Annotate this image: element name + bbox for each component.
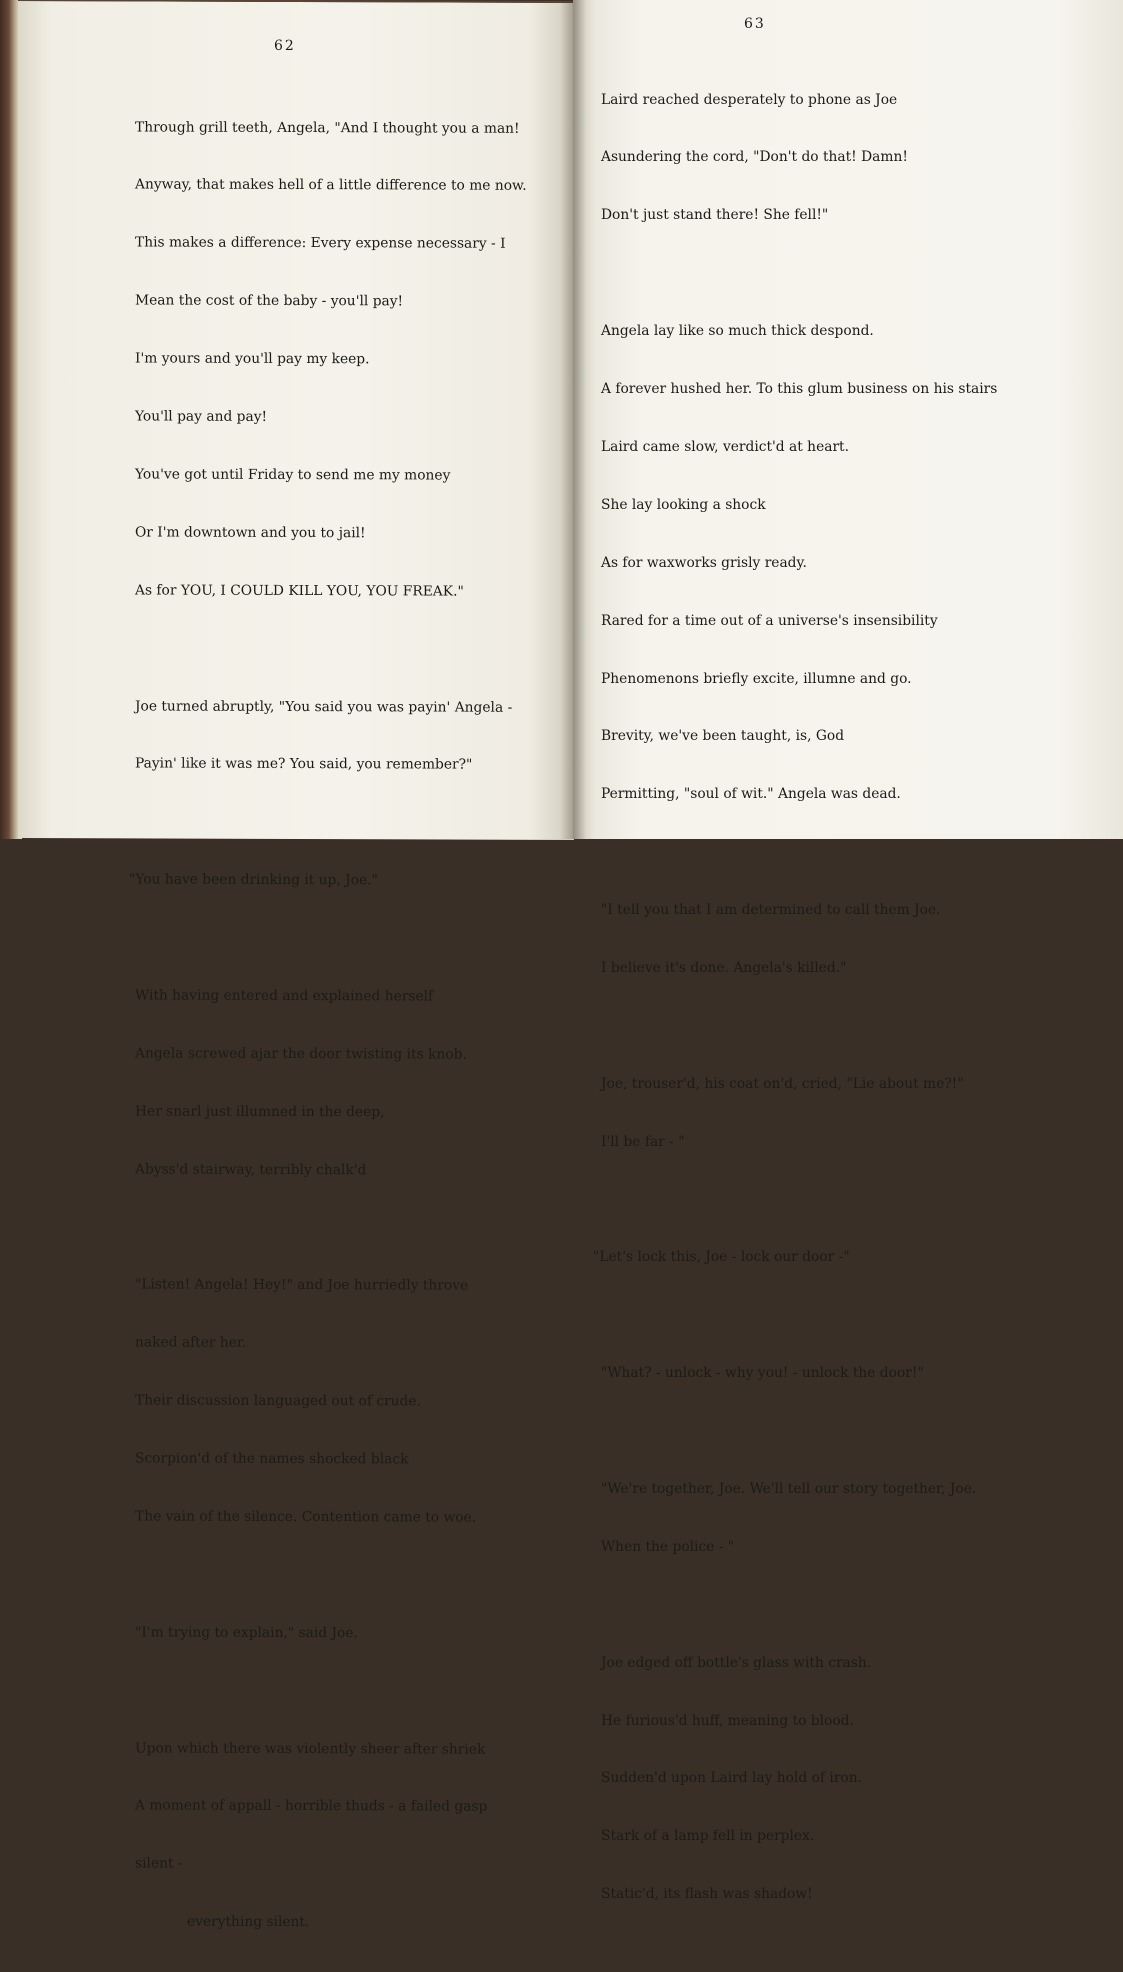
stanza-gap (135, 1218, 527, 1239)
text-line: Static'd, its flash was shadow! (601, 1886, 813, 1903)
left-page-text (129, 79, 527, 1971)
text-line: naked after her. (135, 1334, 247, 1352)
text-line: I believe it's done. Angela's killed." (601, 959, 847, 976)
text-line: Asundering the cord, "Don't do that! Damn! (601, 149, 908, 166)
stanza-gap (135, 639, 527, 660)
text-line: Rared for a time out of a universe's insensibility (601, 612, 938, 629)
text-line: "We're together, Joe. We'll tell our story together, Joe. (601, 1480, 977, 1497)
stanza-gap (135, 1565, 527, 1586)
right-page-number: 63 (744, 16, 766, 32)
text-line: Upon which there was violently sheer after shriek (135, 1739, 486, 1758)
text-line: She lay looking a shock (601, 496, 766, 513)
text-line: Sudden'd upon Laird lay hold of iron. (601, 1770, 862, 1787)
text-line: A forever hushed her. To this glum business on his stairs (601, 381, 998, 398)
text-line: Mean the cost of the baby - you'll pay! (135, 292, 404, 310)
text-line: I'll be far - " (601, 1133, 685, 1150)
text-line: Stark of a lamp fell in perplex. (601, 1828, 815, 1845)
text-line: Don't just stand there! She fell!" (601, 207, 829, 224)
right-page (573, 0, 1123, 1903)
text-line: silent - (135, 1855, 183, 1872)
stanza-gap (601, 1017, 997, 1036)
stanza-gap (135, 813, 527, 834)
text-line: Payin' like it was me? You said, you remember?" (135, 755, 473, 774)
text-line: A moment of appall - horrible thuds - a failed gasp (135, 1797, 488, 1816)
left-page-number: 62 (274, 37, 296, 54)
text-line: This makes a difference: Every expense necessary - I (135, 234, 506, 253)
text-line: You've got until Friday to send me my money (135, 466, 451, 484)
text-line: As for waxworks grisly ready. (601, 554, 807, 571)
text-line: Her snarl just illumned in the deep, (135, 1103, 385, 1121)
text-line: Through grill teeth, Angela, "And I thought you a man! (135, 119, 520, 137)
text-line: Laird reached desperately to phone as Joe (601, 91, 898, 108)
text-line: everything silent. (187, 1913, 310, 1931)
text-line: Permitting, "soul of wit." Angela was dead. (601, 786, 901, 803)
stanza-gap (601, 843, 997, 862)
text-line: "I tell you that I am determined to call them Joe. (601, 902, 941, 919)
text-line: Scorpion'd of the names shocked black (135, 1450, 409, 1468)
stanza-gap (601, 1596, 997, 1615)
stanza-gap (601, 1306, 997, 1325)
text-line: Or I'm downtown and you to jail! (135, 524, 366, 542)
left-page (18, 0, 574, 1931)
stanza-gap (601, 264, 997, 283)
text-line: When the police - " (601, 1538, 735, 1555)
text-line: "What? - unlock - why you! - unlock the door!" (601, 1365, 924, 1382)
right-page-text (593, 52, 998, 1943)
text-line: With having entered and explained herself (135, 987, 434, 1005)
text-line: Brevity, we've been taught, is, God (601, 728, 845, 745)
text-line: He furious'd huff, meaning to blood. (601, 1712, 854, 1729)
text-line: Joe, trouser'd, his coat on'd, cried, "Lie about me?!" (601, 1075, 964, 1092)
text-line: "You have been drinking it up, Joe." (129, 871, 378, 889)
text-line: Joe edged off bottle's glass with crash. (601, 1654, 872, 1671)
text-line: I'm yours and you'll pay my keep. (135, 350, 370, 368)
text-line: Their discussion languaged out of crude. (135, 1392, 421, 1410)
text-line: Angela lay like so much thick despond. (601, 323, 874, 340)
text-line: Laird came slow, verdict'd at heart. (601, 438, 849, 455)
text-line: The vain of the silence. Contention came to woe. (135, 1508, 477, 1526)
stanza-gap (601, 1191, 997, 1210)
stanza-gap (135, 1681, 527, 1702)
text-line: "Let's lock this, Joe - lock our door -" (593, 1249, 850, 1266)
text-line: Phenomenons briefly excite, illumne and go. (601, 670, 912, 687)
text-line: Angela screwed ajar the door twisting its knob. (135, 1045, 467, 1063)
stanza-gap (135, 929, 527, 950)
text-line: Abyss'd stairway, terribly chalk'd (135, 1161, 367, 1178)
text-line: You'll pay and pay! (135, 408, 268, 425)
text-line: As for YOU, I COULD KILL YOU, YOU FREAK." (135, 582, 464, 600)
book-gutter (560, 0, 586, 839)
text-line: "Listen! Angela! Hey!" and Joe hurriedly throve (135, 1276, 469, 1295)
stanza-gap (601, 1422, 997, 1441)
text-line: Anyway, that makes hell of a little difference to me now. (135, 176, 527, 195)
text-line: Joe turned abruptly, "You said you was payin' Angela - (135, 697, 513, 716)
text-line: "I'm trying to explain," said Joe. (135, 1624, 358, 1641)
